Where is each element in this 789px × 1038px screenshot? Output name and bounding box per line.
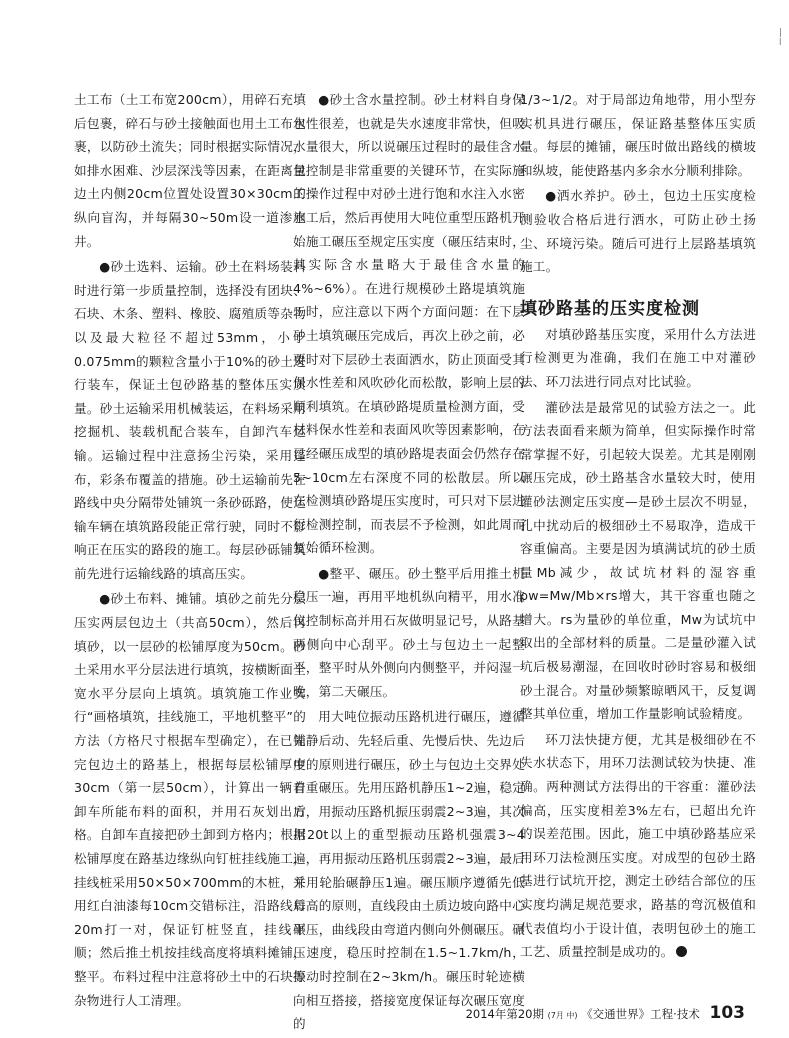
page-number: 103 <box>709 1003 745 1023</box>
text-column-2 <box>293 88 525 1038</box>
paragraph: 对填砂路基压实度，采用什么方法进行检测更为准确，我们在施工中对灌砂法、环刀法进行同点对比试验。 <box>520 326 756 389</box>
paragraph: ●砂土布料、摊铺。填砂之前先分层压实两层包边土（共高50cm），然后再填砂，以一层砂的松铺厚度为50cm。砂土采用水平分层法进行填筑，按横断面全宽水平分层向上填筑。填筑施工作业实行“画格填筑，挂线施工，平地机整平”的方法（方格尺寸根据车型确定），在已铺完包边土的路基上，根据每层松铺厚度30cm（第一层50cm），计算出一辆自卸车所能布料的面积，并用石灰划出方格。自卸车直接把砂土卸到方格内；根据松铺厚度在路基边缘纵向钉桩挂线施工，挂线桩采用50×50×700mm的木桩，并用红白油漆每10cm交错标注，沿路线每20m打一对，保证钉桩竖直，挂线平顺；然后推土机按挂线高度将填料摊铺，整平。布料过程中注意将砂土中的石块等杂物进行人工清理。 <box>74 591 306 1008</box>
paragraph: 1/3~1/2。对于局部边角地带，用小型夯实机具进行碾压，保证路基整体压实质量。每层的摊铺，碾压时做出路线的横坡和纵坡，能使路基内多余水分顺利排除。 <box>520 92 756 178</box>
paragraph: 用大吨位振动压路机进行碾压，遵循先静后动、先轻后重、先慢后快、先边后中的原则进行碾压，砂土与包边土交界处着重碾压。先用压路机静压1~2遍，稳定后，用振动压路机振压弱震2~3遍，其次用20t以上的重型振动压路机强震3~4遍，再用振动压路机压弱震2~3遍，最后采用轮胎碾静压1遍。碾压顺序遵循先低后高的原则，直线段由土质边坡向路中心碾压，曲线段由弯道内侧向外侧碾压。碾压速度，稳压时控制在1.5~1.7km/h，振动时控制在2~3km/h。碾压时轮迹横向相互搭接，搭接宽度保证每次碾压宽度的 <box>293 709 525 1032</box>
page-edge-mark: | l <box>779 28 783 48</box>
paragraph: ●整平、碾压。砂土整平后用推土机稳压一遍，再用平地机纵向精平，用水准仪控制标高并用石灰做明显记号，从路基两侧向中心刮平。砂土与包边土一起整平，整平时从外侧向内侧整平，并闷湿一晚，第二天碾压。 <box>293 565 525 699</box>
text-column-1 <box>74 88 306 1014</box>
journal-name: 《交通世界》工程·技术 <box>581 1007 700 1021</box>
text-column-3 <box>520 88 756 966</box>
paragraph: ●砂土选料、运输。砂土在料场装料时进行第一步质量控制，选择没有团块、石块、木条、塑料、橡胶、腐殖质等杂物以及最大粒径不超过53mm，小于0.075mm的颗粒含量小于10%的砂土进行装车，保证土包砂路基的整体压实质量。砂土运输采用机械装运，在料场采用挖掘机、装载机配合装车，自卸汽车运输。运输过程中注意扬尘污染，采用篷布，彩条布覆盖的措施。砂土运输前先在路线中央分隔带处铺筑一条砂砾路，使运输车辆在填筑路段能正常行驶，同时不影响正在压实的路段的施工。每层砂砾铺筑前先进行运输线路的填高压实。 <box>74 259 306 581</box>
paragraph: 土工布（土工布宽200cm），用碎石充填后包裹，碎石与砂土接触面也用土工布包裹，以防砂土流失；同时根据实际情况，如排水困难、沙层深浅等因素，在距离包边土内侧20cm位置处设置30×30cm的纵向盲沟，并每隔30~50m设一道渗水井。 <box>74 92 306 249</box>
paragraph-text: 环刀法快捷方便，尤其是极细砂在不失水状态下，用环刀法测试较为快捷、准确。两种测试方法得出的干容重：灌砂法偏高，压实度相差3%左右，已超出允许的误差范围。因此，施工中填砂路基应采用环刀法检测压实度。对成型的包砂土路基进行试坑开挖，测定土砂结合部位的压实度均满足规范要求，路基的弯沉极值和代表值均小于设计值，表明包砂土的施工工艺、质量控制是成功的。 <box>520 731 756 960</box>
paragraph: 灌砂法是最常见的试验方法之一。此方法表面看来颇为简单，但实际操作时常常掌握不好，引起较大误差。尤其是刚刚碾压完成，砂土路基含水量较大时，使用灌砂法测定压实度—是砂土层次不明显，孔中扰动后的极细砂土不易取净，造成干容重偏高。主要是因为填满试坑的砂土质量Mb减少，故试坑材料的湿容重ρw=Mw/Mb×rs增大，其干容重也随之增大。rs为量砂的单位重，Mw为试坑中取出的全部材料的质量。二是量砂灌入试坑后极易潮湿，在回收时砂时容易和极细砂土混合。对量砂频繁晾晒风干，反复调整其单位重，增加工作量影响试验精度。 <box>520 399 756 722</box>
paragraph: ●砂土含水量控制。砂土材料自身保水性很差，也就是失水速度非常快，但吸水量很大，所以说碾压过程时的最佳含水量控制是非常重要的关键环节，在实际施工操作过程中对砂土进行饱和水注入水密施工后，然后再使用大吨位重型压路机开始施工碾压至规定压实度（碾压结束时，其实际含水量略大于最佳含水量的4%~6%）。在进行规模砂土路堤填筑施工时，应注意以下两个方面问题：在下层砂土填筑碾压完成后，再次上砂之前，必要时对下层砂土表面洒水，防止顶面受其保水性差和风吹砂化而松散，影响上层的顺利填筑。在填砂路堤质量检测方面，受材料保水性差和表面风吹等因素影响，在已经碾压成型的填砂路堤表面会仍然存在5~10cm左右深度不同的松散层。所以在检测填砂路堤压实度时，可只对下层进行检测控制，而表层不予检测，如此周而复始循环检测。 <box>293 92 525 556</box>
paragraph <box>520 728 756 964</box>
section-heading: 填砂路基的压实度检测 <box>520 298 700 319</box>
issue-month: (7月 中) <box>547 1011 578 1020</box>
page-footer <box>466 1003 745 1026</box>
paragraph: ●洒水养护。砂土，包边土压实度检测验收合格后进行洒水，可防止砂土扬尘、环境污染。随后可进行上层路基填筑施工。 <box>520 188 756 275</box>
issue-label: 2014年第20期 <box>465 1007 544 1021</box>
end-of-article-icon <box>676 946 687 957</box>
